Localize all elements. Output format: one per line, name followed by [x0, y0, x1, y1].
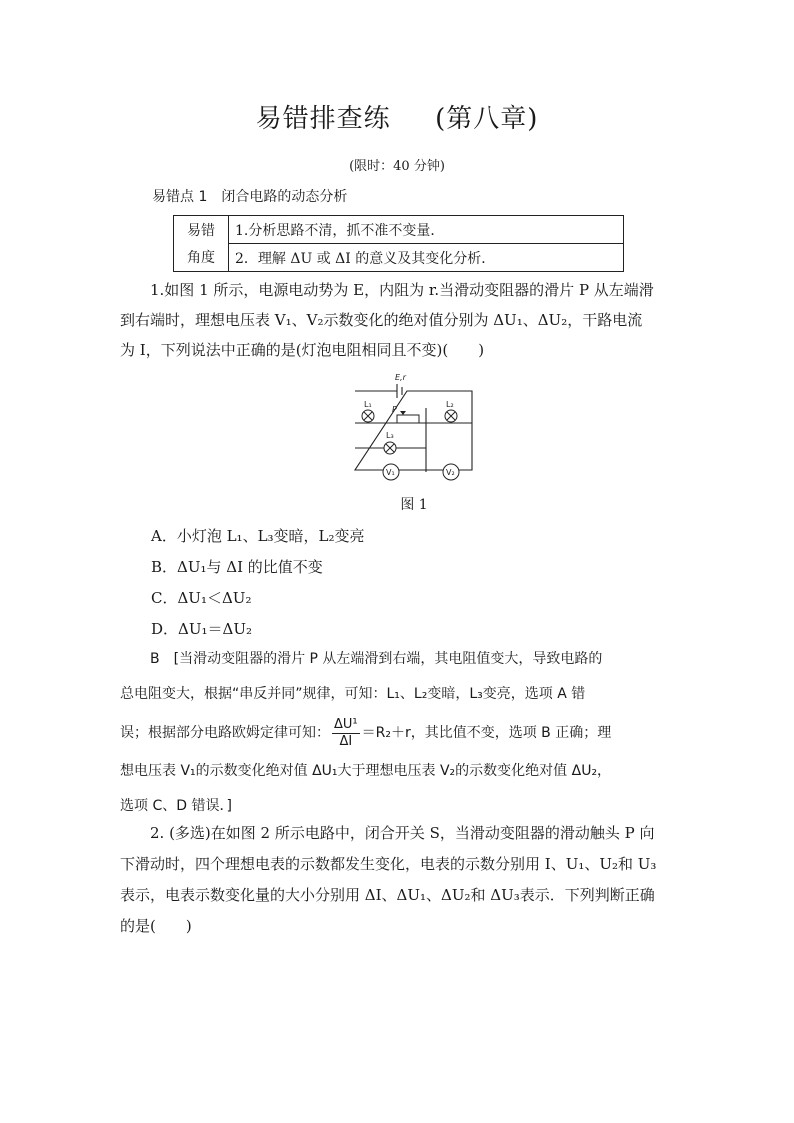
table-label-top: 易错: [174, 216, 229, 244]
label-l1: L₁: [364, 400, 372, 409]
answer-line-3-pre: 误；根据部分电路欧姆定律可知：: [120, 725, 330, 741]
figure-1-caption: 图 1: [400, 497, 428, 513]
option-a: A．小灯泡 L₁、L₃变暗，L₂变亮: [151, 527, 365, 545]
q2-line-4: 的是( ): [120, 917, 192, 935]
option-d: D．ΔU₁＝ΔU₂: [151, 620, 253, 638]
label-p: P: [392, 405, 397, 414]
label-l2: L₂: [446, 400, 454, 409]
title-main: 易错排查练: [255, 104, 391, 134]
answer-line-3: [120, 712, 676, 754]
option-b: B．ΔU₁与 ΔI 的比值不变: [151, 558, 323, 576]
label-v2: V₂: [446, 468, 455, 477]
answer-line-4: 想电压表 V₁的示数变化绝对值 ΔU₁大于理想电压表 V₂的示数变化绝对值 ΔU₂，: [120, 763, 612, 779]
time-limit: (限时：40 分钟): [349, 159, 445, 174]
ratio-fraction: [332, 717, 360, 750]
table-label-bottom: 角度: [174, 244, 229, 272]
q2-line-3: 表示，电表示数变化量的大小分别用 ΔI、ΔU₁、ΔU₂和 ΔU₃表示．下列判断正确: [120, 886, 655, 904]
label-l3: L₃: [386, 431, 394, 440]
table-row-1: 1.分析思路不清，抓不准不变量．: [229, 216, 624, 244]
question-1: [120, 275, 676, 365]
fraction-denominator: ΔI: [339, 733, 353, 749]
slider-arrow-icon: [400, 411, 406, 415]
label-v1: V₁: [386, 468, 395, 477]
q1-line-2: 到右端时，理想电压表 V₁、V₂示数变化的绝对值分别为 ΔU₁、ΔU₂，干路电流: [120, 311, 643, 329]
table-row-2: 2．理解 ΔU 或 ΔI 的意义及其变化分析．: [229, 244, 624, 272]
q1-line-1: 1.如图 1 所示，电源电动势为 E，内阻为 r.当滑动变阻器的滑片 P 从左端滑: [150, 281, 654, 299]
q1-line-3: 为 I，下列说法中正确的是(灯泡电阻相同且不变)( ): [120, 341, 485, 359]
answer-line-1: B [当滑动变阻器的滑片 P 从左端滑到右端，其电阻值变大，导致电路的: [150, 651, 603, 667]
question-2: [120, 818, 676, 942]
section-heading: 易错点 1 闭合电路的动态分析: [152, 189, 348, 205]
page-title: [0, 98, 794, 135]
title-chapter: (第八章): [435, 104, 539, 134]
label-source: E,r: [395, 373, 406, 382]
error-angle-table: [173, 215, 624, 272]
rheostat-icon: [397, 415, 419, 423]
circuit-diagram-figure-1: [340, 368, 480, 490]
q2-line-2: 下滑动时，四个理想电表的示数都发生变化，电表的示数分别用 I、U₁、U₂和 U₃: [120, 855, 657, 873]
fraction-numerator: ΔU¹: [334, 716, 358, 732]
answer-line-5: 选项 C、D 错误．]: [120, 798, 232, 814]
answer-line-3-post: ＝R₂＋r，其比值不变，选项 B 正确；理: [361, 725, 612, 741]
option-c: C．ΔU₁＜ΔU₂: [151, 589, 252, 607]
answer-explanation: [120, 642, 676, 824]
answer-line-2: 总电阻变大，根据“串反并同”规律，可知：L₁、L₂变暗，L₃变亮，选项 A 错: [120, 686, 586, 702]
q2-line-1: 2. (多选)在如图 2 所示电路中，闭合开关 S，当滑动变阻器的滑动触头 P 向: [150, 824, 655, 842]
